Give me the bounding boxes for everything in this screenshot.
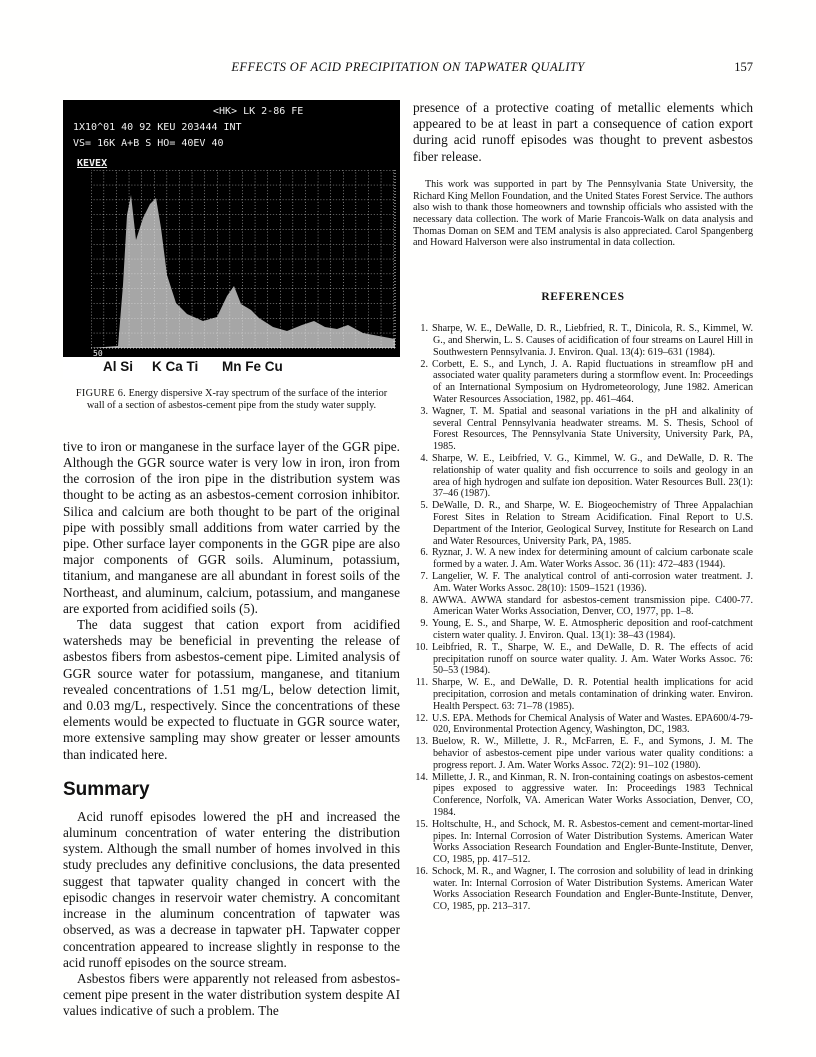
reference-item bbox=[413, 500, 753, 547]
reference-text: Leibfried, R. T., Sharpe, W. E., and DeWalle, D. R. The effects of acid precipitation runoff on source water quality. J. Am. Water Works Assoc. 76: 50–53 (1984). bbox=[432, 641, 753, 677]
body-paragraph-continued-right: presence of a protective coating of metallic elements which appeared to be at least in part a consequence of cation export during acid runoff episodes was thought to prevent asbestos fiber release. bbox=[413, 100, 753, 164]
screen-readout-line2: 1X10^01 40 92 KEU 203444 INT bbox=[73, 122, 242, 133]
reference-text: Sharpe, W. E., Leibfried, V. G., Kimmel, W. G., and DeWalle, D. R. The relationship of water quality and fish occurrence to soils and geology in an area of high hydrogen and sulfate ion deposition. Water Resources Bull. 23(1): 37–46 (1987). bbox=[432, 453, 753, 500]
reference-item bbox=[413, 642, 753, 677]
element-label-k-ca-ti: K Ca Ti bbox=[152, 359, 199, 374]
reference-number: 14. bbox=[415, 771, 428, 783]
reference-number: 15. bbox=[415, 818, 428, 830]
page-number: 157 bbox=[734, 60, 753, 74]
references-heading: REFERENCES bbox=[541, 291, 625, 304]
screen-readout-line1: <HK> LK 2-86 FE bbox=[213, 106, 304, 117]
reference-text: Sharpe, W. E., and DeWalle, D. R. Potential health implications for acid precipitation, corrosion and metals contamination of drinking water. Environ. Health Perspect. 63: 71–78 (1985). bbox=[432, 677, 753, 712]
reference-item bbox=[413, 359, 753, 406]
element-label-al-si: Al Si bbox=[103, 359, 134, 374]
reference-item bbox=[413, 618, 753, 642]
reference-text: Young, E. S., and Sharpe, W. E. Atmospheric deposition and roof-catchment cistern water quality. J. Environ. Qual. 13(1): 38–43 (1984). bbox=[432, 618, 753, 641]
reference-text: Schock, M. R., and Wagner, I. The corrosion and solubility of lead in drinking water. In: Internal Corrosion of Water Distribution Systems. American Water Works Association Research Foundation and Engler-Bunte-Institute, Denver, CO, 1985, pp. 213–317. bbox=[432, 865, 753, 913]
figure-caption-label: FIGURE 6. bbox=[75, 388, 127, 399]
reference-number: 13. bbox=[415, 736, 428, 748]
reference-item bbox=[413, 547, 753, 571]
body-paragraph: The data suggest that cation export from acidified watersheds may be beneficial in preventing the release of asbestos fibers from asbestos-cement pipe. Limited analysis of GGR source water for potassium, manganese, and titanium revealed concentrations of 1.51 mg/L, below detection limit, and 0.03 mg/L, respectively. Since the concentrations of these elements would be expected to fluctuate in GGR source water, more extensive sampling may show greater or lesser amounts than indicated here. bbox=[63, 617, 400, 762]
reference-number: 2. bbox=[420, 358, 428, 370]
reference-item bbox=[413, 736, 753, 771]
reference-text: U.S. EPA. Methods for Chemical Analysis of Water and Wastes. EPA600/4-79-020, Environmental Protection Agency, Washington, DC, 1983. bbox=[432, 712, 753, 736]
right-column bbox=[413, 100, 753, 913]
reference-item bbox=[413, 323, 753, 358]
element-label-mn-fe-cu: Mn Fe Cu bbox=[222, 359, 283, 374]
figure-caption-text: Energy dispersive X-ray spectrum of the surface of the interior wall of a section of asbestos-cement pipe from the study water supply. bbox=[86, 388, 388, 412]
running-title: EFFECTS OF ACID PRECIPITATION ON TAPWATER QUALITY bbox=[231, 60, 585, 74]
reference-number: 1. bbox=[420, 323, 428, 335]
edx-spectrum-image bbox=[63, 100, 400, 357]
reference-text: Wagner, T. M. Spatial and seasonal variations in the pH and alkalinity of several Central Pennsylvania headwater streams. M. S. Thesis, School of Forest Resources, The Pennsylvania State University, University Park, PA, 1985. bbox=[432, 405, 753, 453]
figure-6 bbox=[63, 100, 400, 413]
reference-item bbox=[413, 772, 753, 819]
reference-item bbox=[413, 677, 753, 712]
reference-item bbox=[413, 406, 753, 453]
screen-bottom-left-label: 50 bbox=[93, 349, 103, 357]
reference-text: Langelier, W. F. The analytical control of anti-corrosion water treatment. J. Am. Water Works Assoc. 28(10): 1509–1521 (1936). bbox=[432, 570, 753, 594]
reference-text: Ryznar, J. W. A new index for determining amount of calcium carbonate scale formed by a water. J. Am. Water Works Assoc. 36 (11): 472–483 (1944). bbox=[432, 547, 753, 571]
body-paragraph-continued: tive to iron or manganese in the surface layer of the GGR pipe. Although the GGR source water is very low in iron, iron from the corrosion of the iron pipe in the distribution system was thought to be acting as an asbestos-cement corrosion inhibitor. Silica and calcium are both thought to be part of the original pipe with possibly small additions from water carried by the pipe. Other surface layer components in the GGR pipe are also major components of GGR soils. Aluminum, potassium, titanium, and manganese are all abundant in forest soils of the Northeast, and aluminum, calcium, potassium, and manganese are exported from acidified soils (5). bbox=[63, 438, 400, 616]
acknowledgment-paragraph: This work was supported in part by The Pennsylvania State University, the Richard King Mellon Foundation, and the United States Forest Service. The authors also wish to thank those homeowners and township officials who assisted with the necessary data collection. The work of Marie Francois-Walk on data analysis and Thomas Doman on SEM and TEM analysis is also appreciated. Carol Spangenberg and Howard Halverson were also instrumental in data collection. bbox=[413, 178, 753, 249]
summary-heading: Summary bbox=[63, 778, 150, 800]
summary-paragraph-2: Asbestos fibers were apparently not released from asbestos-cement pipe present in the water distribution system despite AI values indicative of such a problem. The bbox=[63, 970, 400, 1019]
summary-paragraph-1: Acid runoff episodes lowered the pH and increased the aluminum concentration of water entering the distribution system. Although the small number of homes involved in this study precludes any definitive conclusions, the data presented suggest that tapwater quality changed in concert with the episodic changes in reservoir water chemistry. A concomitant increase in the aluminum concentration of tapwater was observed, as was a decrease in tapwater pH. Tapwater copper concentration appeared to increase slightly in response to the acid runoff episodes on the source stream. bbox=[63, 808, 400, 970]
reference-text: Sharpe, W. E., DeWalle, D. R., Liebfried, R. T., Dinicola, R. S., Kimmel, W. G., and Sherwin, L. S. Causes of acidification of four streams on Laurel Hill in Southwestern Pennsylvania. J. Environ. Qual. 13(4): 619–631 (1984). bbox=[432, 323, 753, 358]
reference-item bbox=[413, 453, 753, 500]
reference-item bbox=[413, 819, 753, 866]
kevex-label: KEVEX bbox=[77, 158, 108, 169]
reference-number: 16. bbox=[415, 865, 428, 877]
reference-number: 12. bbox=[415, 712, 428, 724]
reference-number: 7. bbox=[420, 570, 428, 582]
reference-text: AWWA. AWWA standard for asbestos-cement transmission pipe. C400-77. American Water Works Association, Denver, CO, 1977, pp. 1–8. bbox=[432, 594, 753, 618]
reference-number: 4. bbox=[420, 453, 428, 464]
element-labels-row bbox=[63, 357, 400, 379]
reference-number: 6. bbox=[420, 547, 428, 559]
reference-text: Corbett, E. S., and Lynch, J. A. Rapid fluctuations in streamflow pH and associated water quality parameters during a stormflow event. In: Proceedings of an International Symposium on Hydrometeorology, June 1982. American Water Resources Association, 1982, pp. 461–464. bbox=[432, 358, 753, 406]
figure-caption bbox=[63, 388, 400, 413]
reference-number: 11. bbox=[415, 677, 428, 689]
reference-item bbox=[413, 595, 753, 619]
reference-text: Millette, J. R., and Kinman, R. N. Iron-containing coatings on asbestos-cement pipes exposed to aggressive water. In: Proceedings 1983 Technical Conference, Norfolk, VA. American Water Works Association, Denver, CO, 1984. bbox=[432, 771, 753, 818]
reference-item bbox=[413, 713, 753, 737]
left-column bbox=[63, 100, 400, 1020]
reference-item bbox=[413, 571, 753, 595]
reference-number: 8. bbox=[420, 594, 428, 606]
running-head bbox=[63, 60, 753, 78]
reference-number: 3. bbox=[420, 405, 428, 417]
reference-number: 9. bbox=[420, 618, 428, 630]
reference-text: Holtschulte, H., and Schock, M. R. Asbestos-cement and cement-mortar-lined pipes. In: Internal Corrosion of Water Distribution Systems. American Water Works Association Research Foundation and Engler-Bunte-Institute, Denver, CO, 1985, pp. 417–512. bbox=[432, 818, 753, 866]
screen-readout-line3: VS= 16K A+B S HO= 40EV 40 bbox=[73, 138, 224, 149]
reference-number: 5. bbox=[420, 500, 428, 512]
references-list bbox=[413, 323, 753, 913]
reference-number: 10. bbox=[415, 641, 428, 653]
reference-text: Buelow, R. W., Millette, J. R., McFarren, E. F., and Symons, J. M. The behavior of asbestos-cement pipe under various water quality conditions: a progress report. J. Am. Water Works Assoc. 72(2): 91–102 (1980). bbox=[432, 736, 753, 771]
reference-text: DeWalle, D. R., and Sharpe, W. E. Biogeochemistry of Three Appalachian Forest Sites in Relation to Stream Acidification. Final Report to U.S. Department of the Interior, Geological Survey, Institute for Research on Land and Water Resources, University Park, PA, 1985. bbox=[432, 500, 753, 547]
reference-item bbox=[413, 866, 753, 913]
